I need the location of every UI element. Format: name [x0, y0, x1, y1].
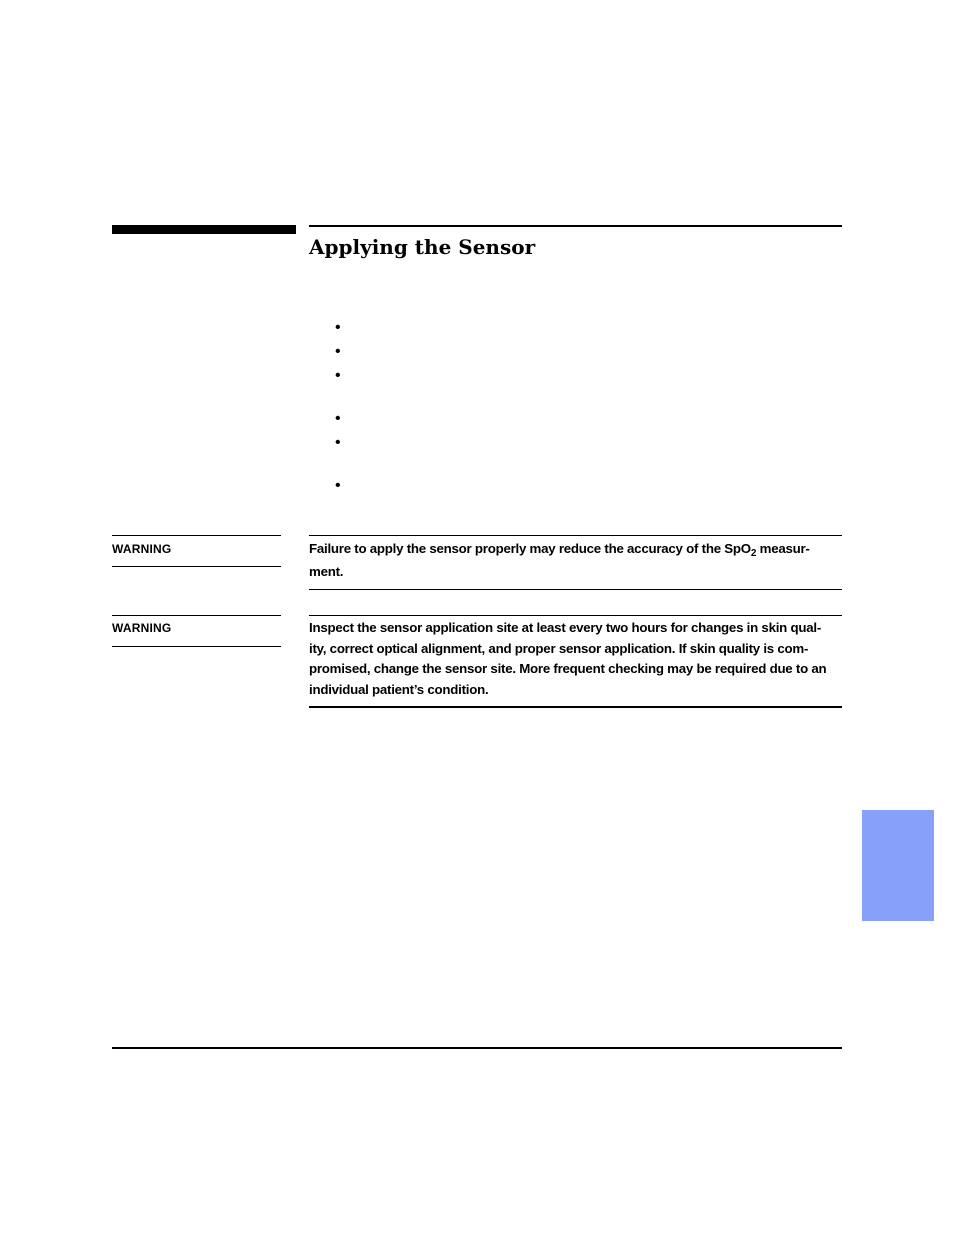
warning-text-line: Inspect the sensor application site at least every two hours for changes in skin qual- [309, 620, 821, 635]
warning-text-line: individual patient’s condition. [309, 681, 489, 697]
warning-label-bottom-rule [112, 566, 281, 567]
bullet-marker: • [335, 434, 341, 451]
warning-text-line: ment. [309, 563, 344, 579]
section-marker-bar [112, 225, 296, 234]
chapter-tab [862, 810, 934, 921]
title-rule [309, 225, 842, 227]
warning-text-line: promised, change the sensor site. More frequent checking may be required due to an [309, 661, 827, 676]
bullet-marker: • [335, 319, 341, 336]
warning-text [309, 618, 842, 700]
warning-text-top-rule [309, 535, 842, 536]
warning-text-bottom-rule [309, 589, 842, 590]
warning-label: WARNING [112, 542, 172, 556]
warning-text-top-rule [309, 615, 842, 616]
bullet-marker: • [335, 410, 341, 427]
warning-text-bottom-rule [309, 706, 842, 708]
warning-text-line: ity, correct optical alignment, and proper sensor application. If skin quality is com- [309, 640, 809, 656]
footer-rule [112, 1047, 842, 1049]
bullet-marker: • [335, 367, 341, 384]
page-title: Applying the Sensor [309, 235, 536, 259]
warning-text-line: Failure to apply the sensor properly may reduce the accuracy of the SpO$_2$ measur- [309, 541, 810, 559]
bullet-marker: • [335, 343, 341, 360]
warning-label-top-rule [112, 535, 281, 536]
warning-label-top-rule [112, 615, 281, 616]
warning-text [309, 539, 842, 582]
subscript: 2 [750, 548, 757, 559]
bullet-marker: • [335, 477, 341, 494]
warning-label: WARNING [112, 621, 172, 635]
warning-label-bottom-rule [112, 646, 281, 647]
